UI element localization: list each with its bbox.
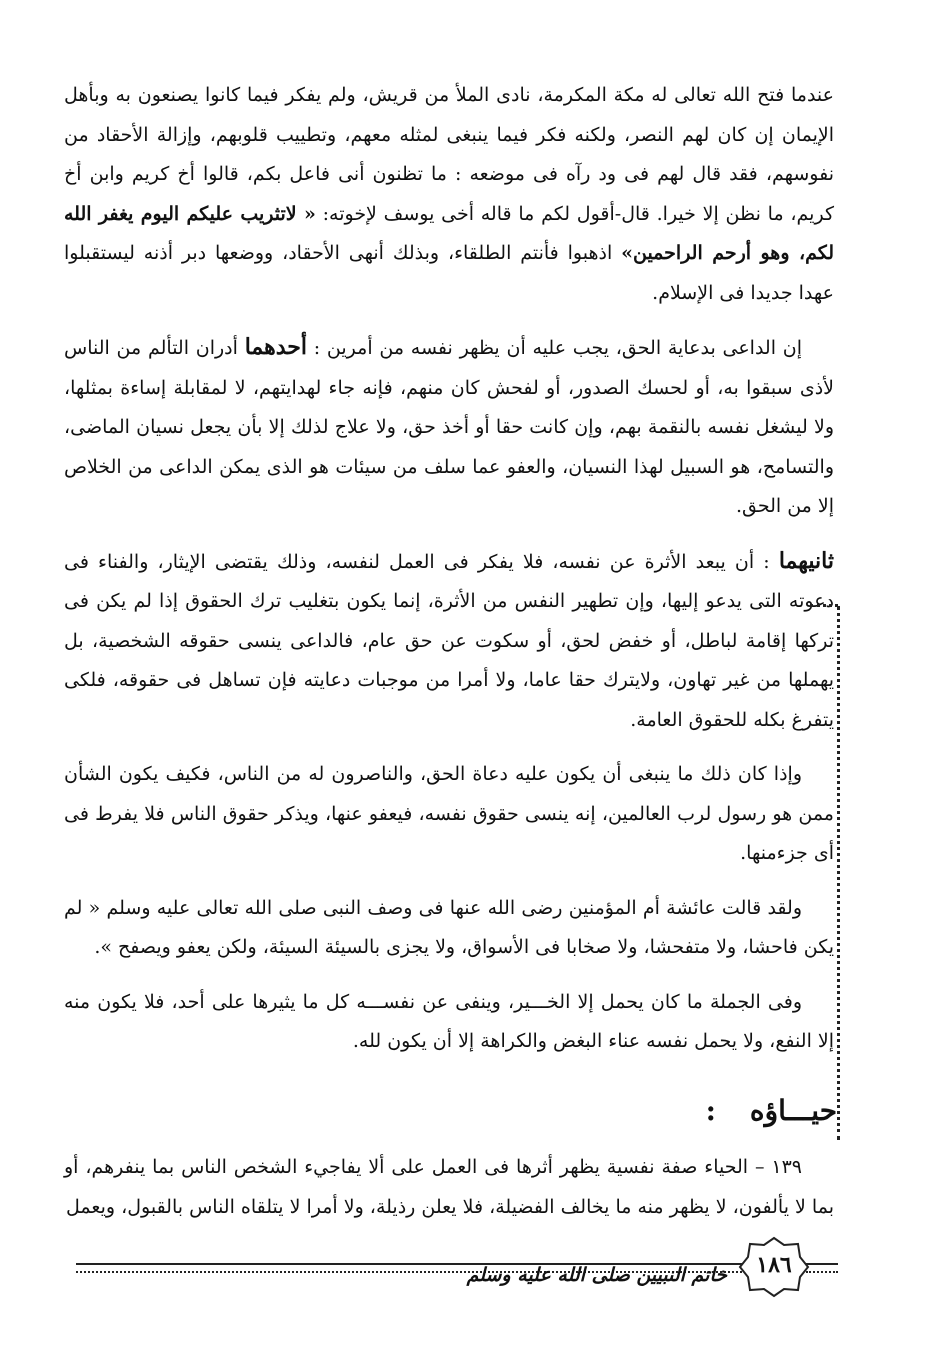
paragraph-conquest-of-mecca <box>64 76 834 313</box>
paragraph-first-matter <box>64 328 834 527</box>
paragraph-text: إن الداعى بدعاية الحق، يجب عليه أن يظهر نفسه من أمرين : <box>306 337 802 359</box>
footer-book-title: خاتم النبيين صلى الله عليه وسلم <box>466 1264 727 1286</box>
section-heading-colon: : <box>705 1094 716 1127</box>
paragraph-text: عندما فتح الله تعالى له مكة المكرمة، نادى الملأ من قريش، ولم يفكر فيما كانوا يصنعون به وبأهل الإيمان إن كان لهم النصر، ولكنه فكر فيما ينبغى لمثله معهم، وتطييب قلوبهم، وإزالة الأحقاد من نفوسهم، فقد قال لهم فى ود رآه فى موضعه : ما تظنون أنى فاعل بكم، قالوا أخ كريم وابن أخ كريم، ما نظن إلا خيرا. قال-أقول لكم ما قاله أخى يوسف لإخوته: <box>64 84 834 225</box>
footer-rule-right <box>806 1263 838 1273</box>
paragraph-messenger: وإذا كان ذلك ما ينبغى أن يكون عليه دعاة الحق، والناصرون له من الناس، فكيف يكون الشأن ممن هو رسول لرب العالمين، إنه ينسى حقوق نفسه، فيعفو عنها، ويذكر حقوق الناس فلا يفرط فى أى جزءمنها. <box>64 763 834 864</box>
keyword-first: أحدهما <box>244 334 307 360</box>
page-number: ١٨٦ <box>756 1252 792 1278</box>
section-heading <box>706 1094 837 1127</box>
keyword-second: ثانيهما <box>778 547 834 574</box>
paragraph-text-end: اذهبوا فأنتم الطلقاء، وبذلك أنهى الأحقاد، ووضعها دبر أذنه ليستقبلوا عهدا جديدا فى الإسلام. <box>64 242 834 304</box>
paragraph-text-end: : أن يبعد الأثرة عن نفسه، فلا يفكر فى العمل لنفسه، وذلك يقتضى الإيثار، والفناء فى دعوته التى يدعو إليها، وإن تطهير النفس من الأثرة، إنما يكون بتغليب ترك الحقوق إذا لم يكن فى تركها إقامة لباطل، أو خفض لحق، أو سكوت عن حق عام، فالداعى ينسى حقوقه الشخصية، بل يهملها من غير تهاون، ولايترك حقا عاما، ولا أمرا من موجبات دعايته فإن تساهل فى حقوقه، فلكى يتفرغ بكله للحقوق العامة. <box>64 550 834 731</box>
paragraph-text-end: أدران التألم من الناس لأذى سبقوا به، أو لحسك الصدور، أو لفحش كان منهم، فإنه جاء لهدايتهم، لا لمقابلة إساءة بمثلها، ولا ليشغل نفسه بالنقمة بهم، وإن كانت حقا أو أخذ حق، ولا علاج لذلك إلا بأن يجعل نسيان الماضى، والتسامح، هو السبيل لهذا النسيان، والعفو عما سلف من سيئات هو الذى يمكن الداعى من الخلاص إلا من الحق. <box>64 337 834 517</box>
quran-quote: « لاتثريب عليكم اليوم يغفر الله لكم، وهو أرحم الراحمين» <box>64 202 835 264</box>
body-text <box>64 76 834 1077</box>
body-text-continued <box>64 1148 834 1242</box>
paragraph-modesty: ١٣٩ – الحياء صفة نفسية يظهر أثرها فى العمل على ألا يفاجيء الشخص الناس بما ينفرهم، أو بما لا يألفون، لا يظهر منه ما يخالف الفضيلة، فلا يعلن رذيلة، ولا أمرا لا يتلقاه الناس بالقبول، ويعمل <box>64 1156 834 1218</box>
margin-bracket <box>837 606 840 1140</box>
paragraph-second-matter <box>64 542 834 741</box>
paragraph-summary: وفى الجملة ما كان يحمل إلا الخـــير، وينفى عن نفســـه كل ما يثيرها على أحد، فلا يكون منه إلا النفع، ولا يحمل نفسه عناء البغض والكراهة إلا أن يكون لله. <box>64 990 834 1052</box>
paragraph-aisha-hadith: ولقد قالت عائشة أم المؤمنين رضى الله عنها فى وصف النبى صلى الله تعالى عليه وسلم « لم يكن فاحشا، ولا متفحشا، ولا صخابا فى الأسواق، ولا يجزى بالسيئة السيئة، ولكن يعفو ويصفح ». <box>64 896 834 958</box>
margin-bracket-top <box>810 604 838 607</box>
section-heading-title: حيـــاؤه <box>749 1094 837 1127</box>
